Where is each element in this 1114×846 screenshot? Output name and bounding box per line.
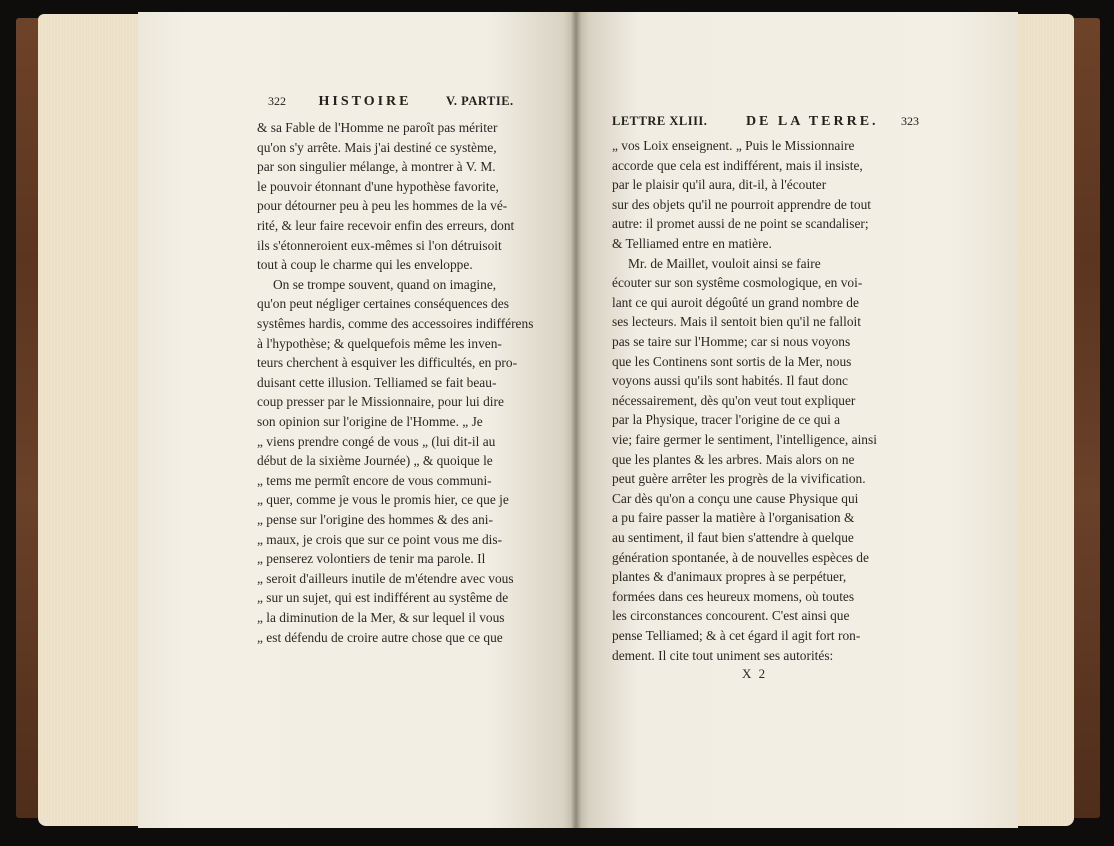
left-page-line: „ seroit d'ailleurs inutile de m'étendre avec vous [257, 570, 514, 586]
left-page-line: le pouvoir étonnant d'une hypothèse favorite, [257, 178, 499, 194]
page-edges-left [38, 14, 146, 826]
left-page-line: qu'on s'y arrête. Mais j'ai destiné ce système, [257, 139, 497, 155]
right-page-line: génération spontanée, à de nouvelles espèces de [612, 549, 869, 565]
right-page-line: ses lecteurs. Mais il sentoit bien qu'il ne falloit [612, 314, 861, 330]
left-page-line: „ sur un sujet, qui est indifférent au systême de [257, 590, 509, 606]
left-page-line: rité, & leur faire recevoir enfin des erreurs, dont [257, 218, 515, 233]
left-running-title: HISTOIRE [318, 94, 412, 109]
right-page-line: dement. Il cite tout uniment ses autorités: [612, 647, 834, 663]
left-part-label: V. PARTIE. [446, 94, 514, 108]
left-page-line: systêmes hardis, comme des accessoires indifférens [257, 316, 534, 331]
right-page-header [612, 114, 919, 130]
right-page-line: Car dès qu'on a conçu une cause Physique qui [612, 490, 859, 506]
left-page-number: 322 [268, 94, 286, 108]
left-page-line: „ viens prendre congé de vous „ (lui dit-il au [257, 433, 496, 449]
left-page-line: „ tems me permît encore de vous communi- [257, 472, 492, 488]
left-page-line: son opinion sur l'origine de l'Homme. „ Je [257, 414, 483, 429]
right-page-line: au sentiment, il faut bien s'attendre à quelque [612, 530, 854, 545]
left-page-line: & sa Fable de l'Homme ne paroît pas mériter [257, 120, 498, 135]
right-page-line: pense Telliamed; & à cet égard il agit fort ron- [612, 628, 861, 643]
right-page-line: peut guère arrêter les progrès de la vivification. [612, 471, 866, 487]
left-page-line: „ la diminution de la Mer, & sur lequel il vous [257, 610, 505, 625]
right-page-line: les circonstances concourent. C'est ainsi que [612, 608, 850, 624]
right-page-line: a pu faire passer la matière à l'organisation & [612, 510, 855, 526]
left-page-line: qu'on peut négliger certaines conséquences des [257, 296, 509, 312]
left-page-line: à l'hypothèse; & quelquefois même les inven- [257, 335, 502, 351]
left-page-line: duisant cette illusion. Telliamed se fait beau- [257, 374, 497, 390]
signature-mark: X 2 [742, 666, 768, 681]
left-page-header [268, 94, 514, 110]
right-running-title-right: DE LA TERRE. [745, 114, 879, 129]
left-page-line: ils s'étonneroient eux-mêmes si l'on détruisoit [257, 237, 502, 253]
left-page-line: par son singulier mélange, à montrer à V. M. [257, 159, 496, 175]
right-page-line: pas se taire sur l'Homme; car si nous voyons [612, 334, 851, 349]
right-page-line: voyons aussi qu'ils sont habités. Il faut donc [612, 373, 848, 389]
left-page-line: „ penserez volontiers de tenir ma parole. Il [257, 551, 486, 567]
book-gutter [570, 12, 582, 828]
right-page-line: écouter sur son systême cosmologique, en voi- [612, 275, 863, 291]
right-page-line: nécessairement, dès qu'on veut tout expliquer [612, 392, 856, 408]
right-page-line: plantes & d'animaux propres à se perpétuer, [612, 569, 847, 585]
left-page-line: teurs cherchent à esquiver les difficultés, en pro- [257, 355, 518, 371]
right-running-title-left: LETTRE XLIII. [612, 114, 708, 128]
right-page-line: que les plantes & les arbres. Mais alors on ne [612, 451, 855, 467]
left-page-line: „ maux, je crois que sur ce point vous me dis- [257, 531, 503, 547]
right-page-line: autre: il promet aussi de ne point se scandaliser; [612, 216, 869, 232]
right-page-line: accorde que cela est indifférent, mais il insiste, [612, 157, 863, 173]
left-page-line: coup presser par le Missionnaire, pour lui dire [257, 394, 504, 410]
left-page-line: „ quer, comme je vous le promis hier, ce que je [257, 492, 509, 508]
page-edges-right [1012, 14, 1074, 826]
right-page-line: que les Continens sont sortis de la Mer, nous [612, 353, 852, 369]
right-page-line: formées dans ces heureux momens, où toutes [612, 588, 855, 604]
left-page-line: pour détourner peu à peu les hommes de la vé- [257, 198, 508, 214]
right-page-number: 323 [901, 114, 920, 128]
left-page-line: tout à coup le charme qui les enveloppe. [257, 257, 473, 273]
left-page-line: début de la sixième Journée) „ & quoique le [257, 453, 493, 469]
right-page-line: sur des objets qu'il ne pourroit apprendre de tout [612, 196, 872, 212]
right-page-line: par la Physique, tracer l'origine de ce qui a [612, 412, 841, 428]
right-page-line: vie; faire germer le sentiment, l'intelligence, ainsi [612, 432, 877, 447]
left-page-line: „ est défendu de croire autre chose que ce que [257, 629, 503, 645]
right-page-line: Mr. de Maillet, vouloit ainsi se faire [628, 255, 821, 271]
right-page-line: lant ce qui auroit dégoûté un grand nombre de [612, 294, 859, 310]
right-page-line: & Telliamed entre en matière. [612, 236, 772, 251]
right-page-line: „ vos Loix enseignent. „ Puis le Missionnaire [612, 138, 855, 153]
right-page-line: par le plaisir qu'il aura, dit-il, à l'écouter [612, 177, 827, 193]
left-page-line: On se trompe souvent, quand on imagine, [273, 276, 497, 292]
left-page-line: „ pense sur l'origine des hommes & des ani- [257, 512, 493, 527]
